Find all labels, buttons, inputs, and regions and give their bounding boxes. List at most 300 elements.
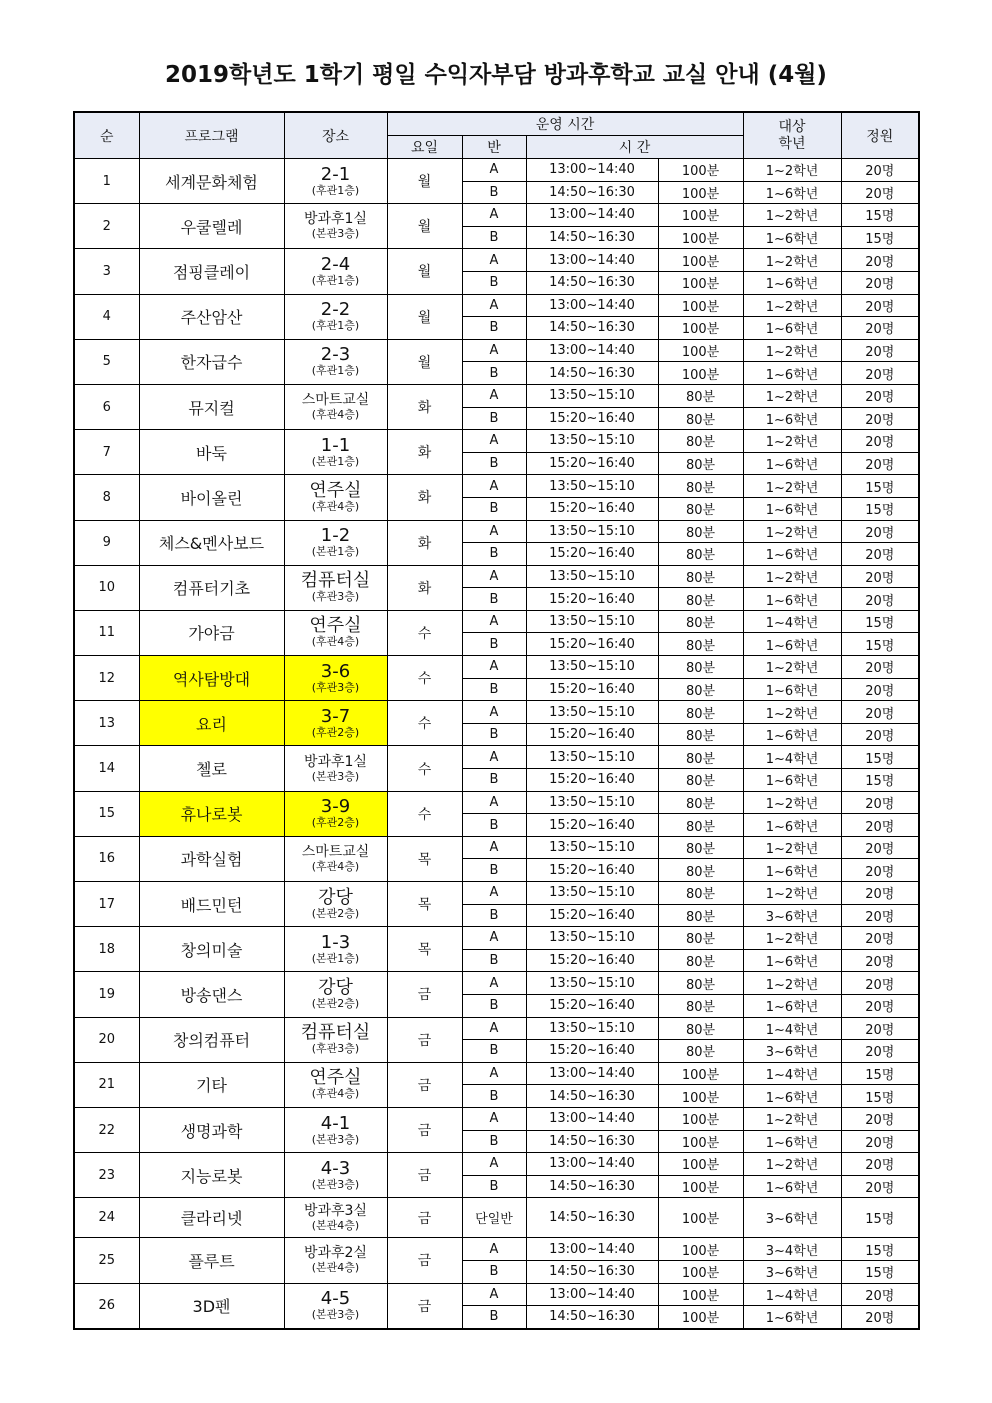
weekday: 금 — [387, 1017, 462, 1062]
time-range: 13:50~15:10 — [526, 565, 658, 588]
target-grade: 1~2학년 — [743, 972, 841, 995]
building-floor: (본관3층) — [311, 1177, 360, 1191]
room-name: 2-4 — [320, 253, 351, 275]
program-name: 방송댄스 — [139, 972, 284, 1017]
duration: 100분 — [658, 1175, 743, 1198]
program-location — [284, 882, 387, 927]
capacity: 20명 — [841, 452, 919, 475]
duration: 100분 — [658, 1198, 743, 1238]
building-floor: (후관4층) — [311, 1087, 360, 1101]
class-section: A — [462, 656, 526, 679]
weekday: 화 — [387, 565, 462, 610]
program-name: 바이올린 — [139, 475, 284, 520]
target-grade: 1~2학년 — [743, 701, 841, 724]
class-section: A — [462, 339, 526, 362]
table-row — [74, 565, 919, 588]
room-name: 방과후1실 — [303, 211, 367, 228]
weekday: 목 — [387, 882, 462, 927]
class-section: A — [462, 972, 526, 995]
class-section: B — [462, 1306, 526, 1329]
building-floor: (후관2층) — [311, 725, 360, 739]
weekday: 금 — [387, 1153, 462, 1198]
weekday: 화 — [387, 475, 462, 520]
building-floor: (본관1층) — [311, 454, 360, 468]
target-grade: 3~6학년 — [743, 1040, 841, 1063]
table-row — [74, 430, 919, 453]
capacity: 15명 — [841, 610, 919, 633]
duration: 80분 — [658, 430, 743, 453]
capacity: 20명 — [841, 1175, 919, 1198]
room-name: 컴퓨터실 — [300, 570, 371, 592]
time-range: 13:50~15:10 — [526, 791, 658, 814]
capacity: 15명 — [841, 1085, 919, 1108]
program-location — [284, 746, 387, 791]
time-range: 13:00~14:40 — [526, 1283, 658, 1306]
target-grade: 1~6학년 — [743, 859, 841, 882]
target-grade: 1~2학년 — [743, 565, 841, 588]
time-range: 14:50~16:30 — [526, 362, 658, 385]
time-range: 13:50~15:10 — [526, 475, 658, 498]
time-range: 13:50~15:10 — [526, 701, 658, 724]
capacity: 15명 — [841, 1260, 919, 1283]
building-floor: (후관4층) — [311, 635, 360, 649]
table-row — [74, 656, 919, 679]
building-floor: (본관2층) — [311, 906, 360, 920]
program-name: 플루트 — [139, 1238, 284, 1283]
table-header — [74, 112, 919, 159]
duration: 80분 — [658, 610, 743, 633]
target-grade: 3~6학년 — [743, 904, 841, 927]
row-number: 10 — [74, 565, 139, 610]
table-body — [74, 159, 919, 1329]
class-section: A — [462, 610, 526, 633]
program-name: 우쿨렐레 — [139, 204, 284, 249]
table-row — [74, 610, 919, 633]
class-section: B — [462, 814, 526, 837]
program-location — [284, 204, 387, 249]
class-section: B — [462, 452, 526, 475]
program-name: 휴나로봇 — [139, 791, 284, 836]
time-range: 13:50~15:10 — [526, 610, 658, 633]
target-grade: 1~6학년 — [743, 769, 841, 792]
time-range: 13:00~14:40 — [526, 1107, 658, 1130]
capacity: 20명 — [841, 1153, 919, 1176]
table-row — [74, 1153, 919, 1176]
capacity: 20명 — [841, 362, 919, 385]
duration: 100분 — [658, 271, 743, 294]
class-section: A — [462, 1107, 526, 1130]
duration: 80분 — [658, 543, 743, 566]
class-section: A — [462, 384, 526, 407]
capacity: 20명 — [841, 339, 919, 362]
duration: 80분 — [658, 723, 743, 746]
room-name: 방과후3실 — [303, 1202, 367, 1219]
room-name: 연주실 — [309, 479, 362, 501]
duration: 100분 — [658, 1085, 743, 1108]
capacity: 15명 — [841, 497, 919, 520]
header-no: 순 — [74, 112, 139, 159]
capacity: 20명 — [841, 294, 919, 317]
class-section: A — [462, 1238, 526, 1261]
time-range: 15:20~16:40 — [526, 1040, 658, 1063]
program-location — [284, 791, 387, 836]
class-section: B — [462, 994, 526, 1017]
building-floor: (본관3층) — [311, 769, 360, 783]
time-range: 15:20~16:40 — [526, 994, 658, 1017]
table-row — [74, 520, 919, 543]
target-grade: 1~2학년 — [743, 430, 841, 453]
target-grade: 1~2학년 — [743, 294, 841, 317]
header-time: 시 간 — [526, 136, 743, 159]
row-number: 1 — [74, 159, 139, 204]
capacity: 20명 — [841, 1017, 919, 1040]
target-grade: 1~6학년 — [743, 407, 841, 430]
table-row — [74, 701, 919, 724]
program-location — [284, 927, 387, 972]
building-floor: (후관4층) — [311, 859, 360, 873]
row-number: 14 — [74, 746, 139, 791]
program-location — [284, 430, 387, 475]
class-section: A — [462, 836, 526, 859]
weekday: 월 — [387, 249, 462, 294]
row-number: 24 — [74, 1198, 139, 1238]
program-location — [284, 701, 387, 746]
time-range: 15:20~16:40 — [526, 904, 658, 927]
time-range: 13:00~14:40 — [526, 294, 658, 317]
duration: 80분 — [658, 407, 743, 430]
target-grade: 1~4학년 — [743, 746, 841, 769]
building-floor: (본관3층) — [311, 1132, 360, 1146]
program-name: 요리 — [139, 701, 284, 746]
duration: 100분 — [658, 1283, 743, 1306]
duration: 80분 — [658, 452, 743, 475]
duration: 100분 — [658, 226, 743, 249]
room-name: 1-1 — [320, 434, 351, 456]
time-range: 13:00~14:40 — [526, 159, 658, 182]
target-grade: 3~6학년 — [743, 1260, 841, 1283]
class-section: B — [462, 1040, 526, 1063]
duration: 80분 — [658, 497, 743, 520]
program-name: 첼로 — [139, 746, 284, 791]
target-grade: 1~2학년 — [743, 339, 841, 362]
time-range: 13:50~15:10 — [526, 836, 658, 859]
row-number: 4 — [74, 294, 139, 339]
target-grade: 1~2학년 — [743, 1153, 841, 1176]
time-range: 15:20~16:40 — [526, 723, 658, 746]
time-range: 15:20~16:40 — [526, 859, 658, 882]
program-location — [284, 1238, 387, 1283]
duration: 100분 — [658, 159, 743, 182]
room-name: 4-1 — [320, 1112, 351, 1134]
class-section: A — [462, 1283, 526, 1306]
duration: 80분 — [658, 836, 743, 859]
room-name: 스마트교실 — [301, 843, 370, 860]
class-section: B — [462, 1130, 526, 1153]
capacity: 20명 — [841, 159, 919, 182]
class-section: B — [462, 317, 526, 340]
room-name: 컴퓨터실 — [300, 1022, 371, 1044]
capacity: 15명 — [841, 746, 919, 769]
row-number: 8 — [74, 475, 139, 520]
row-number: 18 — [74, 927, 139, 972]
row-number: 6 — [74, 384, 139, 429]
class-section: A — [462, 249, 526, 272]
row-number: 19 — [74, 972, 139, 1017]
duration: 100분 — [658, 1306, 743, 1329]
target-grade: 1~2학년 — [743, 520, 841, 543]
table-row — [74, 1238, 919, 1261]
class-section: 단일반 — [462, 1198, 526, 1238]
weekday: 금 — [387, 1238, 462, 1283]
target-grade: 1~2학년 — [743, 159, 841, 182]
target-grade: 1~2학년 — [743, 656, 841, 679]
capacity: 20명 — [841, 1107, 919, 1130]
duration: 100분 — [658, 362, 743, 385]
capacity: 20명 — [841, 859, 919, 882]
program-location — [284, 1283, 387, 1329]
target-grade: 1~6학년 — [743, 994, 841, 1017]
capacity: 15명 — [841, 475, 919, 498]
target-grade: 1~6학년 — [743, 543, 841, 566]
weekday: 수 — [387, 610, 462, 655]
room-name: 2-3 — [320, 344, 351, 366]
time-range: 13:00~14:40 — [526, 1153, 658, 1176]
target-grade: 1~6학년 — [743, 181, 841, 204]
building-floor: (본관1층) — [311, 545, 360, 559]
class-section: B — [462, 181, 526, 204]
program-name: 지능로봇 — [139, 1153, 284, 1198]
class-section: A — [462, 882, 526, 905]
time-range: 15:20~16:40 — [526, 588, 658, 611]
table-row — [74, 927, 919, 950]
class-section: B — [462, 1175, 526, 1198]
room-name: 3-9 — [320, 796, 351, 818]
capacity: 20명 — [841, 972, 919, 995]
program-name: 창의미술 — [139, 927, 284, 972]
time-range: 15:20~16:40 — [526, 543, 658, 566]
duration: 80분 — [658, 972, 743, 995]
row-number: 20 — [74, 1017, 139, 1062]
time-range: 14:50~16:30 — [526, 1198, 658, 1238]
time-range: 15:20~16:40 — [526, 407, 658, 430]
duration: 80분 — [658, 475, 743, 498]
time-range: 14:50~16:30 — [526, 1085, 658, 1108]
room-name: 강당 — [318, 976, 353, 998]
capacity: 20명 — [841, 271, 919, 294]
program-location — [284, 565, 387, 610]
program-name: 주산암산 — [139, 294, 284, 339]
table-row — [74, 159, 919, 182]
weekday: 화 — [387, 384, 462, 429]
duration: 80분 — [658, 701, 743, 724]
program-location — [284, 520, 387, 565]
room-name: 3-6 — [320, 660, 351, 682]
program-location — [284, 972, 387, 1017]
class-section: A — [462, 746, 526, 769]
class-section: B — [462, 497, 526, 520]
duration: 80분 — [658, 814, 743, 837]
target-grade: 1~6학년 — [743, 317, 841, 340]
time-range: 14:50~16:30 — [526, 1130, 658, 1153]
target-grade: 1~4학년 — [743, 1062, 841, 1085]
table-row — [74, 791, 919, 814]
time-range: 13:50~15:10 — [526, 746, 658, 769]
capacity: 15명 — [841, 226, 919, 249]
program-location — [284, 1062, 387, 1107]
row-number: 21 — [74, 1062, 139, 1107]
program-name: 기타 — [139, 1062, 284, 1107]
duration: 80분 — [658, 1017, 743, 1040]
capacity: 20명 — [841, 317, 919, 340]
duration: 80분 — [658, 904, 743, 927]
program-location — [284, 1198, 387, 1238]
row-number: 22 — [74, 1107, 139, 1152]
time-range: 14:50~16:30 — [526, 1306, 658, 1329]
weekday: 화 — [387, 520, 462, 565]
weekday: 수 — [387, 701, 462, 746]
building-floor: (후관4층) — [311, 408, 360, 422]
time-range: 14:50~16:30 — [526, 226, 658, 249]
duration: 100분 — [658, 249, 743, 272]
header-class: 반 — [462, 136, 526, 159]
class-section: A — [462, 565, 526, 588]
program-location — [284, 1017, 387, 1062]
program-name: 창의컴퓨터 — [139, 1017, 284, 1062]
time-range: 15:20~16:40 — [526, 814, 658, 837]
program-name: 세계문화체험 — [139, 159, 284, 204]
class-section: A — [462, 791, 526, 814]
program-name: 클라리넷 — [139, 1198, 284, 1238]
weekday: 월 — [387, 204, 462, 249]
capacity: 15명 — [841, 633, 919, 656]
time-range: 13:00~14:40 — [526, 1062, 658, 1085]
row-number: 15 — [74, 791, 139, 836]
program-name: 점핑클레이 — [139, 249, 284, 294]
capacity: 15명 — [841, 1238, 919, 1261]
weekday: 월 — [387, 294, 462, 339]
class-section: A — [462, 701, 526, 724]
capacity: 20명 — [841, 1283, 919, 1306]
target-grade: 1~6학년 — [743, 1085, 841, 1108]
table-row — [74, 1107, 919, 1130]
room-name: 4-3 — [320, 1157, 351, 1179]
row-number: 2 — [74, 204, 139, 249]
class-section: B — [462, 271, 526, 294]
building-floor: (본관1층) — [311, 951, 360, 965]
table-row — [74, 249, 919, 272]
weekday: 수 — [387, 746, 462, 791]
class-section: A — [462, 1153, 526, 1176]
target-grade: 1~2학년 — [743, 1107, 841, 1130]
capacity: 20명 — [841, 588, 919, 611]
row-number: 13 — [74, 701, 139, 746]
class-section: A — [462, 520, 526, 543]
class-section: A — [462, 1017, 526, 1040]
duration: 100분 — [658, 204, 743, 227]
time-range: 15:20~16:40 — [526, 452, 658, 475]
target-grade: 1~6학년 — [743, 362, 841, 385]
program-location — [284, 159, 387, 204]
header-capacity: 정원 — [841, 112, 919, 159]
program-name: 과학실험 — [139, 836, 284, 881]
target-grade: 1~6학년 — [743, 723, 841, 746]
capacity: 15명 — [841, 769, 919, 792]
time-range: 13:00~14:40 — [526, 204, 658, 227]
class-section: A — [462, 294, 526, 317]
room-name: 스마트교실 — [301, 392, 370, 409]
room-name: 4-5 — [320, 1288, 351, 1310]
target-grade: 1~6학년 — [743, 1175, 841, 1198]
duration: 100분 — [658, 1062, 743, 1085]
row-number: 11 — [74, 610, 139, 655]
time-range: 13:00~14:40 — [526, 249, 658, 272]
program-name: 컴퓨터기초 — [139, 565, 284, 610]
time-range: 13:50~15:10 — [526, 384, 658, 407]
capacity: 20명 — [841, 1306, 919, 1329]
duration: 80분 — [658, 791, 743, 814]
time-range: 14:50~16:30 — [526, 271, 658, 294]
program-name: 역사탐방대 — [139, 656, 284, 701]
class-section: B — [462, 678, 526, 701]
table-row — [74, 882, 919, 905]
table-row — [74, 204, 919, 227]
target-grade: 1~4학년 — [743, 1283, 841, 1306]
weekday: 수 — [387, 656, 462, 701]
duration: 100분 — [658, 1107, 743, 1130]
class-section: B — [462, 226, 526, 249]
target-grade: 1~6학년 — [743, 814, 841, 837]
header-operation-time: 운영 시간 — [387, 112, 743, 136]
target-grade: 1~6학년 — [743, 271, 841, 294]
program-location — [284, 610, 387, 655]
target-grade: 1~4학년 — [743, 610, 841, 633]
header-program: 프로그램 — [139, 112, 284, 159]
capacity: 20명 — [841, 543, 919, 566]
class-section: A — [462, 159, 526, 182]
program-location — [284, 1153, 387, 1198]
capacity: 20명 — [841, 407, 919, 430]
row-number: 23 — [74, 1153, 139, 1198]
target-grade: 1~6학년 — [743, 226, 841, 249]
class-section: B — [462, 769, 526, 792]
capacity: 20명 — [841, 791, 919, 814]
room-name: 1-2 — [320, 525, 351, 547]
row-number: 9 — [74, 520, 139, 565]
room-name: 2-1 — [320, 163, 351, 185]
room-name: 강당 — [318, 886, 353, 908]
time-range: 15:20~16:40 — [526, 497, 658, 520]
program-location — [284, 249, 387, 294]
target-grade: 1~2학년 — [743, 791, 841, 814]
table-row — [74, 836, 919, 859]
duration: 80분 — [658, 927, 743, 950]
building-floor: (후관3층) — [311, 1042, 360, 1056]
row-number: 7 — [74, 430, 139, 475]
capacity: 20명 — [841, 181, 919, 204]
target-grade: 1~6학년 — [743, 949, 841, 972]
weekday: 금 — [387, 1283, 462, 1329]
time-range: 15:20~16:40 — [526, 633, 658, 656]
time-range: 14:50~16:30 — [526, 1260, 658, 1283]
class-section: B — [462, 859, 526, 882]
capacity: 20명 — [841, 520, 919, 543]
class-section: A — [462, 927, 526, 950]
row-number: 16 — [74, 836, 139, 881]
capacity: 20명 — [841, 994, 919, 1017]
table-row — [74, 1283, 919, 1306]
capacity: 20명 — [841, 723, 919, 746]
capacity: 20명 — [841, 565, 919, 588]
